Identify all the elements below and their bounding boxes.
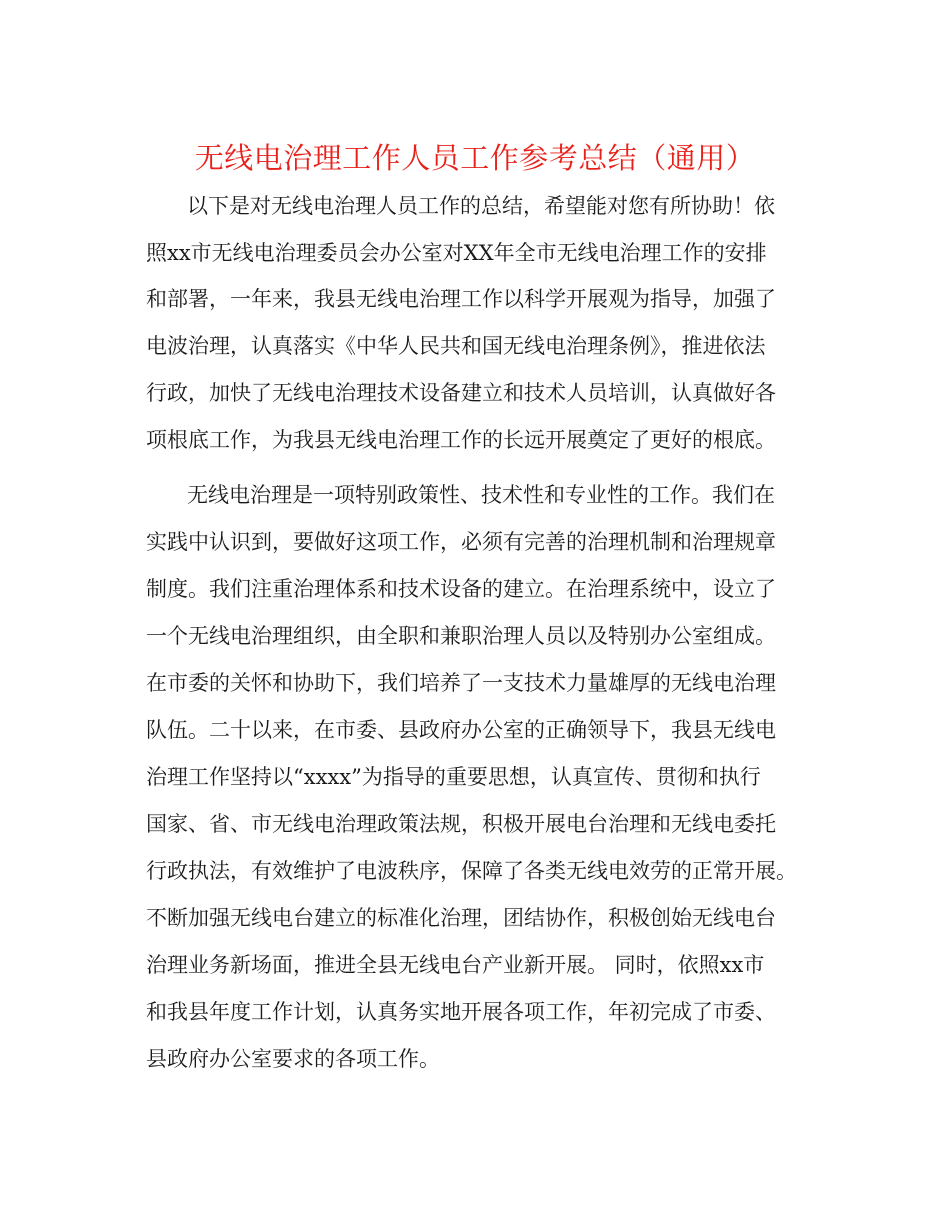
body-line: 照xx市无线电治理委员会办公室对XX年全市无线电治理工作的安排 (146, 241, 767, 265)
body-line: 实践中认识到，要做好这项工作，必须有完善的治理机制和治理规章 (146, 530, 776, 554)
body-line: 治理业务新场面，推进全县无线电台产业新开展。 同时，依照xx市 (146, 953, 765, 977)
body-line: 治理工作坚持以“xxxx”为指导的重要思想，认真宣传、贯彻和执行 (146, 765, 761, 789)
body-line: 队伍。二十以来，在市委、县政府办公室的正确领导下，我县无线电 (146, 718, 776, 742)
body-line: 项根底工作，为我县无线电治理工作的长远开展奠定了更好的根底。 (146, 428, 776, 452)
body-line: 一个无线电治理组织，由全职和兼职治理人员以及特别办公室组成。 (146, 624, 776, 648)
body-line: 行政，加快了无线电治理技术设备建立和技术人员培训，认真做好各 (146, 381, 776, 405)
body-line: 在市委的关怀和协助下，我们培养了一支技术力量雄厚的无线电治理 (146, 671, 776, 695)
body-line: 不断加强无线电台建立的标准化治理，团结协作，积极创始无线电台 (146, 906, 776, 930)
body-line: 无线电治理是一项特别政策性、技术性和专业性的工作。我们在 (187, 483, 775, 507)
body-line: 和我县年度工作计划，认真务实地开展各项工作，年初完成了市委、 (146, 1000, 776, 1024)
body-line: 行政执法，有效维护了电波秩序，保障了各类无线电效劳的正常开展。 (146, 859, 797, 883)
body-line: 县政府办公室要求的各项工作。 (146, 1047, 440, 1071)
body-line: 和部署，一年来，我县无线电治理工作以科学开展观为指导，加强了 (146, 287, 776, 311)
document-title: 无线电治理工作人员工作参考总结（通用） (194, 141, 756, 175)
body-line: 电波治理，认真落实《中华人民共和国无线电治理条例》，推进依法 (146, 334, 766, 358)
body-line: 以下是对无线电治理人员工作的总结，希望能对您有所协助！依 (187, 194, 775, 218)
body-line: 国家、省、市无线电治理政策法规，积极开展电台治理和无线电委托 (146, 812, 776, 836)
body-line: 制度。我们注重治理体系和技术设备的建立。在治理系统中，设立了 (146, 577, 776, 601)
